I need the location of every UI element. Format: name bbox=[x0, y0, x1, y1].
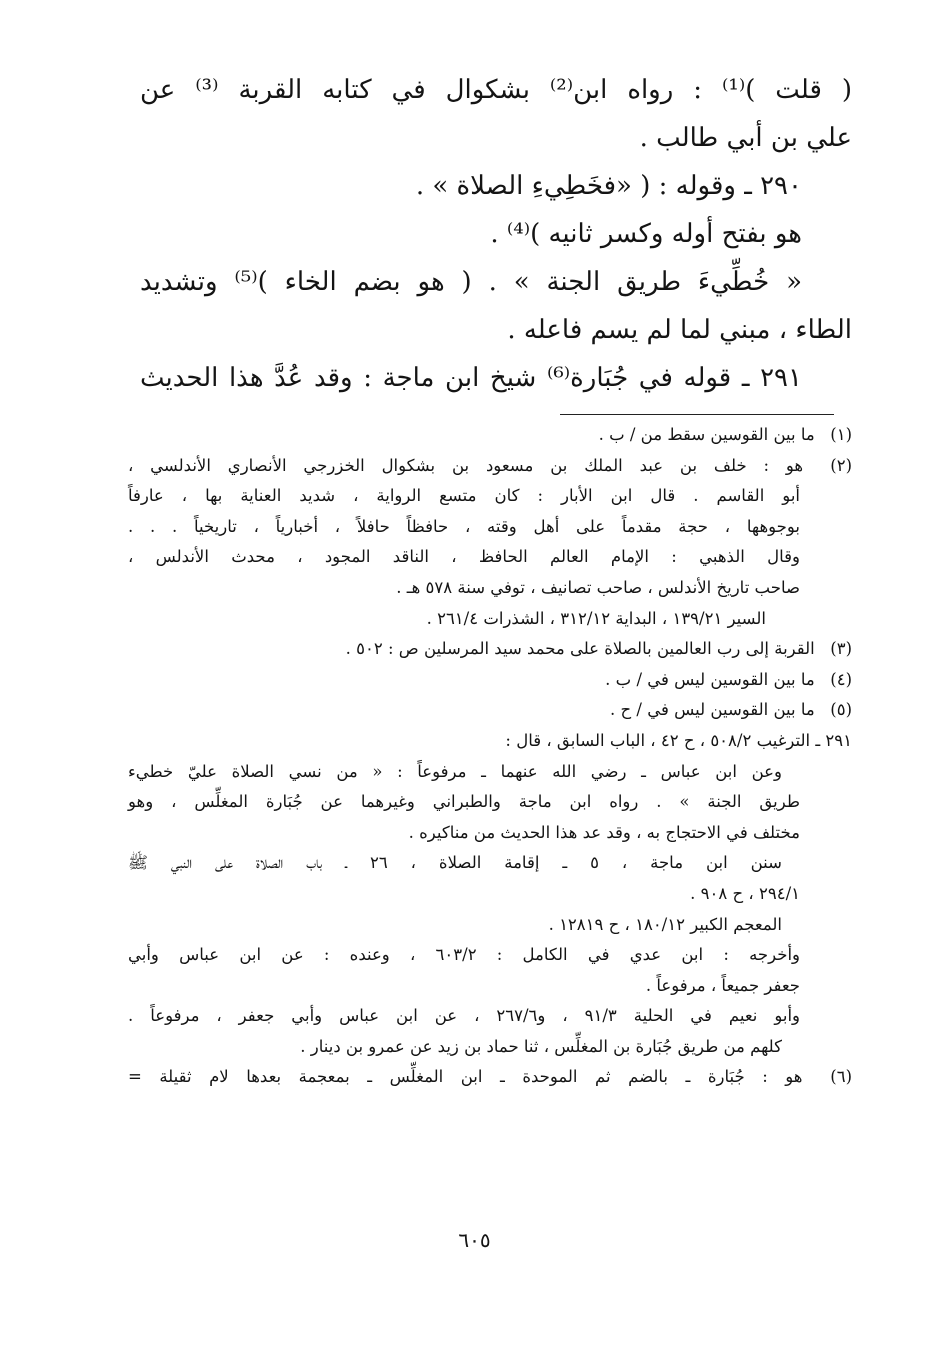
footnote-line: وأبو نعيم في الحلية ٩١/٣ ، و٢٦٧/٦ ، عن ابن عباس وأبي جعفر ، مرفوعاً . bbox=[128, 1006, 801, 1026]
footnote-line bbox=[128, 695, 852, 726]
footnote-line: جعفر جميعاً ، مرفوعاً . bbox=[645, 975, 800, 995]
footnote-line: طريق الجنة » . رواه ابن ماجة والطبراني وغيرهما عن جُبَارة المغلِّس ، وهو bbox=[128, 792, 800, 812]
footnote-line: مختلف في الاحتجاج به ، وقد عد هذا الحديث من مناكيره . bbox=[408, 822, 800, 842]
footnote-line: صاحب تاريخ الأندلس ، صاحب تصانيف ، توفي سنة ٥٧٨ هـ . bbox=[396, 577, 800, 597]
main-line: الطاء ، مبني لما لم يسم فاعله . bbox=[507, 315, 852, 345]
footnote-line: ٢٩٤/١ ، ح ٩٠٨ . bbox=[690, 883, 800, 903]
footnote-line: كلهم من طريق جُبَارة بن المغلِّس ، ثنا حماد بن زيد عن عمرو بن دينار . bbox=[300, 1036, 782, 1056]
footnote-line: أبو القاسم . قال ابن الأبار : كان متسع الرواية ، شديد العناية بها ، عارفاً bbox=[128, 486, 800, 506]
footnote-line: سنن ابن ماجة ، ٥ ـ إقامة الصلاة ، ٢٦ ـ باب الصلاة على النبي ﷺ bbox=[128, 853, 782, 873]
footnote-line bbox=[128, 420, 852, 451]
footnote-line bbox=[128, 1062, 852, 1093]
page-number: ٦٠٥ bbox=[458, 1228, 491, 1252]
footnote-line bbox=[128, 665, 852, 696]
footnote-text: ما بين القوسين سقط من / ب . bbox=[598, 425, 815, 444]
footnote-line: بوجوهها ، حجة مقدماً على أهل وقته ، حافظاً حافلاً ، أخبارياً ، تاريخياً . . . bbox=[128, 516, 800, 536]
main-line: ٢٩١ ـ قوله في جُبَارة⁽⁶⁾ شيخ ابن ماجة : وقد عُدَّ هذا الحديث bbox=[140, 363, 802, 393]
footnote-line: وقال الذهبي : الإمام العالم الحافظ ، الناقد المجود ، محدث الأندلس ، bbox=[128, 547, 800, 567]
footnote-line: المعجم الكبير ١٨٠/١٢ ، ح ١٢٨١٩ . bbox=[548, 914, 782, 934]
footnote-text: هو : خلف بن عبد الملك بن مسعود بن بشكوال الخزرجي الأنصاري الأندلسي ، bbox=[128, 455, 804, 475]
footnote-text: القربة إلى رب العالمين بالصلاة على محمد سيد المرسلين ص : ٥٠٢ . bbox=[345, 639, 815, 659]
main-line: ( قلت )⁽¹⁾ : رواه ابن⁽²⁾ بشكوال في كتابه القربة ⁽³⁾ عن bbox=[140, 75, 852, 105]
footnote-number: (٥) bbox=[830, 700, 852, 720]
footnote-text: هو : جُبَارة ـ بالضم ثم الموحدة ـ ابن المغلِّس ـ بمعجمة بعدها لام ثقيلة = bbox=[128, 1067, 803, 1087]
footnote-number: (٣) bbox=[830, 639, 852, 659]
footnote-separator bbox=[560, 414, 834, 415]
footnote-number: (٤) bbox=[830, 669, 852, 689]
main-text bbox=[140, 66, 852, 402]
footnote-line: وعن ابن عباس ـ رضي الله عنهما ـ مرفوعاً : « من نسي الصلاة عليّ خطيء bbox=[128, 761, 782, 781]
footnote-line: ٢٩١ ـ الترغيب ٥٠٨/٢ ، ح ٤٢ ، الباب السابق ، قال : bbox=[505, 730, 852, 750]
footnote-number: (١) bbox=[830, 425, 852, 444]
footnote-line: وأخرجه : ابن عدي في الكامل : ٦٠٣/٢ ، وعنده : عن ابن عباس وأبي bbox=[128, 945, 800, 965]
footnotes bbox=[128, 420, 852, 1093]
main-line: هو بفتح أوله وكسر ثانيه )⁽⁴⁾ . bbox=[490, 219, 802, 249]
footnote-line: السير ١٣٩/٢١ ، البداية ٣١٢/١٢ ، الشذرات ٢٦١/٤ . bbox=[426, 608, 766, 628]
footnote-text: ما بين القوسين ليس في / ب . bbox=[605, 669, 815, 689]
footnote-number: (٢) bbox=[830, 455, 852, 475]
footnote-line bbox=[128, 634, 852, 665]
footnote-text: ما بين القوسين ليس في / ح . bbox=[610, 700, 815, 720]
main-line: ٢٩٠ ـ وقوله : ( «فخَطِيءِ الصلاة » . bbox=[415, 171, 802, 201]
footnote-number: (٦) bbox=[830, 1067, 853, 1087]
main-line: « خُطِّيءَ طريق الجنة » . ( هو بضم الخاء )⁽⁵⁾ وتشديد bbox=[140, 267, 802, 297]
footnote-line bbox=[128, 451, 852, 482]
main-line: علي بن أبي طالب . bbox=[639, 123, 852, 153]
